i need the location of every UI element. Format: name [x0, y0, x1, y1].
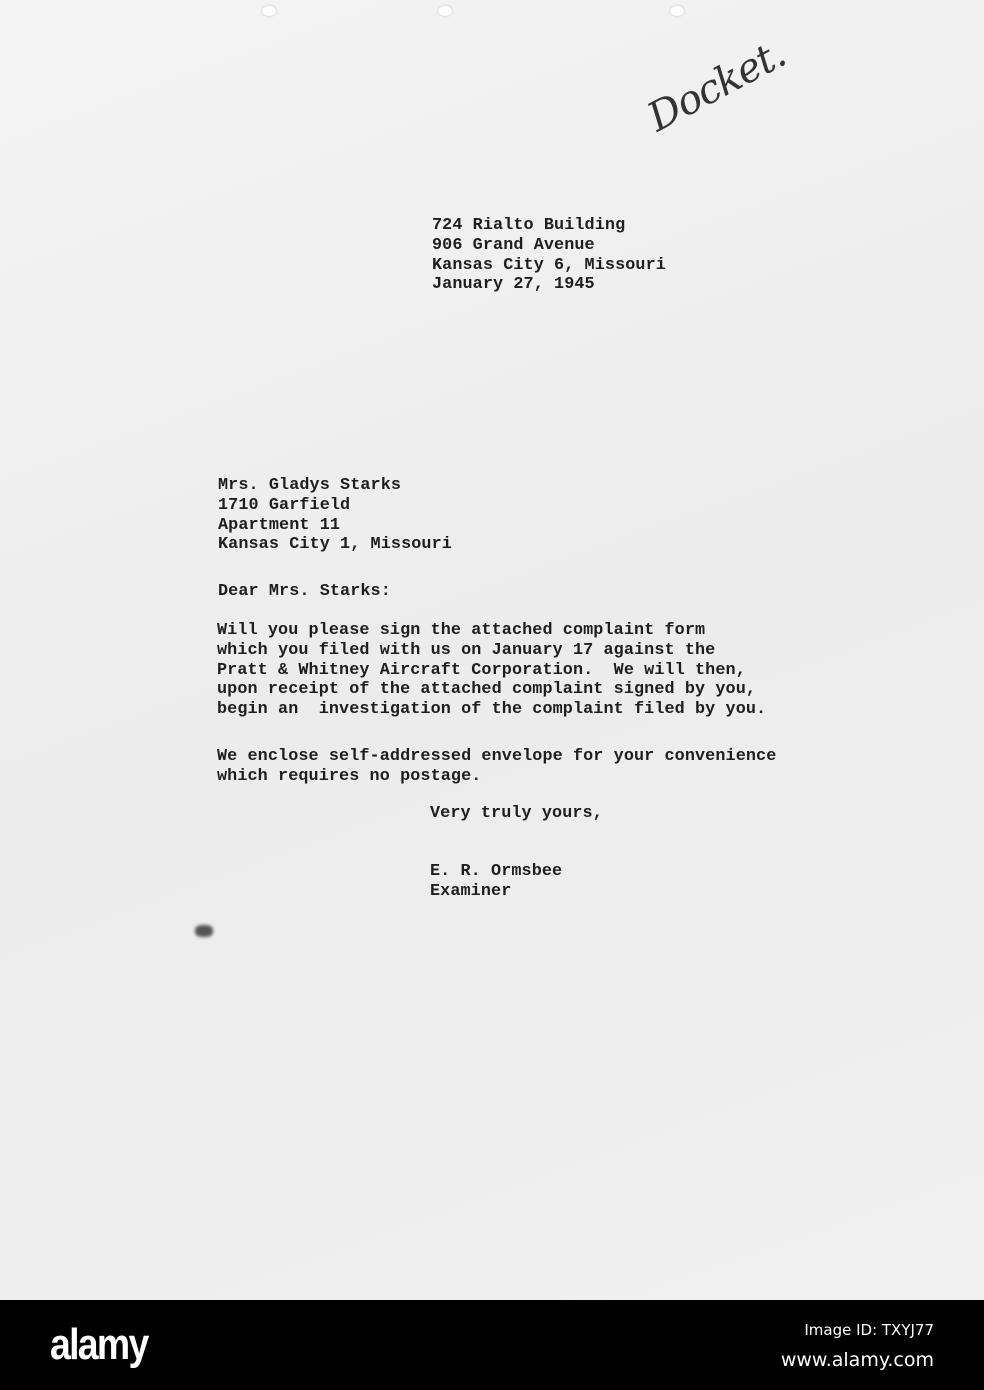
address-line: 724 Rialto Building — [432, 216, 626, 235]
alamy-logo: alamy — [50, 1320, 148, 1369]
address-line: 1710 Garfield — [218, 495, 351, 515]
body-line: which you filed with us on January 17 against the — [217, 640, 716, 660]
recipient-address — [218, 476, 452, 555]
image-id: Image ID: TXYJ77 — [804, 1321, 934, 1339]
address-line: 906 Grand Avenue — [432, 235, 595, 255]
body-line: Will you please sign the attached complaint form — [217, 621, 706, 640]
sender-address — [432, 216, 666, 295]
ink-smudge — [195, 925, 213, 937]
punch-hole — [670, 6, 684, 16]
body-line: begin an investigation of the complaint filed by you. — [217, 700, 767, 720]
signature-block — [430, 862, 562, 902]
handwritten-note: Docket. — [640, 30, 793, 141]
closing: Very truly yours, — [430, 804, 603, 823]
letter-date: January 27, 1945 — [432, 275, 595, 295]
body-line: Pratt & Whitney Aircraft Corporation. We will then, — [217, 660, 746, 680]
punch-hole — [262, 6, 276, 16]
address-line: Kansas City 1, Missouri — [218, 535, 452, 555]
address-line: Apartment 11 — [218, 515, 341, 535]
body-line: which requires no postage. — [217, 766, 482, 786]
signature-name: E. R. Ormsbee — [430, 862, 563, 881]
punch-hole — [438, 6, 452, 16]
body-line: upon receipt of the attached complaint signed by you, — [217, 680, 757, 700]
body-paragraph-1 — [217, 621, 766, 720]
address-line: Mrs. Gladys Starks — [218, 476, 402, 495]
signature-title: Examiner — [430, 881, 512, 901]
site-url: www.alamy.com — [780, 1349, 934, 1371]
watermark-footer — [0, 1300, 984, 1390]
address-line: Kansas City 6, Missouri — [432, 255, 666, 275]
salutation: Dear Mrs. Starks: — [218, 582, 391, 601]
body-line: We enclose self-addressed envelope for your convenience — [217, 747, 777, 766]
body-paragraph-2 — [217, 747, 776, 787]
